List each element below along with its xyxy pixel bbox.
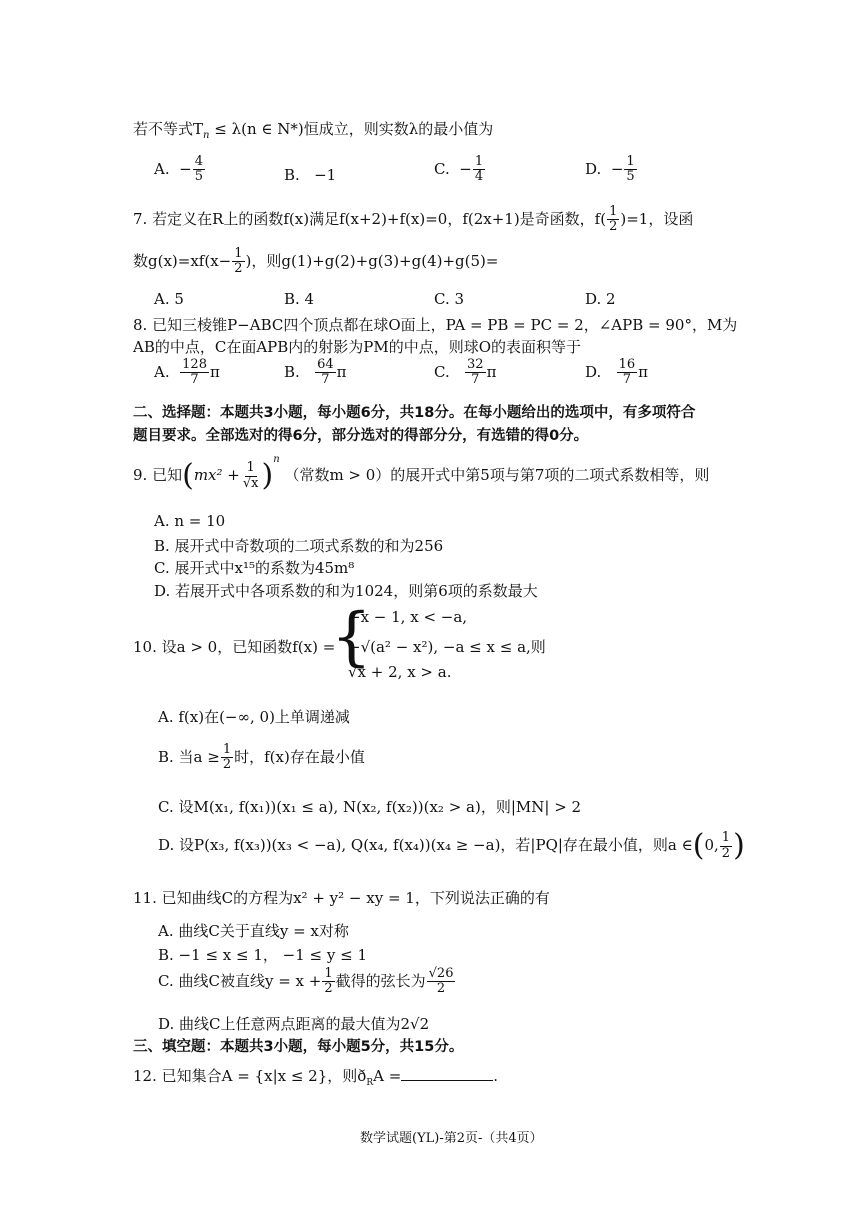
q8-option-d: D. $\frac{16}{7}$ π: [585, 357, 648, 388]
q7-stem-line1: 7. 若定义在R上的函数f(x)满足f(x+2)+f(x)=0，f(2x+1)是奇函数，f( $\frac{1}{2}$ )=1，设函: [133, 204, 694, 235]
q7-option-c: C. 3: [434, 290, 465, 308]
q7-option-d: D. 2: [585, 290, 616, 308]
q10-stem: 10. 设a > 0，已知函数f(x) =: [133, 638, 336, 656]
q8-option-c: C. $\frac{32}{7}$ π: [434, 357, 497, 388]
q11-option-c: C. 曲线C被直线y = x + $\frac{1}{2}$ 截得的弦长为 $\frac{√26}{2}$: [158, 966, 454, 997]
q10-option-d: D. 设P(x₃, f(x₃))(x₃ < −a), Q(x₄, f(x₄))(x₄ ≥ −a)，若|PQ|存在最小值，则a ∈(0, $\frac{1}{2}$ ): [158, 828, 745, 863]
q7-stem-line2: 数g(x)=xf(x− $\frac{1}{2}$ )，则g(1)+g(2)+g(3)+g(4)+g(5)=: [133, 246, 499, 277]
q11-option-d: D. 曲线C上任意两点距离的最大值为2√2: [158, 1015, 430, 1033]
q8-option-a: A. $\frac{128}{7}$ π: [154, 357, 220, 388]
q7-option-a: A. 5: [154, 290, 184, 308]
q12-answer-blank[interactable]: [401, 1066, 493, 1081]
q10-piecewise-brace: {: [331, 600, 372, 674]
q9-option-d: D. 若展开式中各项系数的和为1024，则第6项的系数最大: [154, 582, 538, 600]
q9-option-b: B. 展开式中奇数项的二项式系数的和为256: [154, 537, 444, 555]
q11-option-b: B. −1 ≤ x ≤ 1， −1 ≤ y ≤ 1: [158, 946, 367, 964]
q8-stem-line2: AB的中点，C在面APB内的射影为PM的中点，则球O的表面积等于: [133, 338, 582, 356]
q9-stem: 9. 已知(mx² + $\frac{1}{√x}$ )$^n$ （常数m > 0）的展开式中第5项与第7项的二项式系数相等，则: [133, 454, 710, 493]
section2-heading-line2: 题目要求。全部选对的得6分，部分选对的得部分分，有选错的得0分。: [133, 428, 589, 444]
q6-option-b: B. −1: [284, 166, 337, 184]
q10-case-3: √x + 2, x > a.: [348, 663, 452, 681]
q6-option-c: C. − $\frac{1}{4}$: [434, 154, 484, 185]
section3-heading: 三、填空题：本题共3小题，每小题5分，共15分。: [133, 1039, 464, 1055]
q9-option-c: C. 展开式中x¹⁵的系数为45m⁸: [154, 559, 355, 577]
q10-option-c: C. 设M(x₁, f(x₁))(x₁ ≤ a), N(x₂, f(x₂))(x₂ > a)，则|MN| > 2: [158, 798, 582, 816]
q6-stem: 若不等式$T_n \le \lambda(n$ ∈ N*)恒成立，则实数λ的最小值为: [133, 120, 494, 141]
q11-stem: 11. 已知曲线C的方程为x² + y² − xy = 1，下列说法正确的有: [133, 889, 550, 907]
q10-case-2: −√(a² − x²), −a ≤ x ≤ a,则: [348, 638, 546, 656]
page-footer: 数学试题(YL)-第2页-（共4页）: [360, 1131, 543, 1146]
q8-option-b: B. $\frac{64}{7}$ π: [284, 357, 347, 388]
q10-option-b: B. 当a ≥ $\frac{1}{2}$ 时，f(x)存在最小值: [158, 742, 365, 773]
q8-stem-line1: 8. 已知三棱锥P−ABC四个顶点都在球O面上，PA = PB = PC = 2，∠APB = 90°，M为: [133, 316, 738, 334]
q12-stem: 12. 已知集合A = {x|x ≤ 2}，则$ð_RA$ = .: [133, 1067, 499, 1088]
q7-option-b: B. 4: [284, 290, 315, 308]
q10-case-1: −x − 1, x < −a,: [348, 608, 468, 626]
section2-heading-line1: 二、选择题：本题共3小题，每小题6分，共18分。在每小题给出的选项中，有多项符合: [133, 405, 696, 421]
q6-option-a: A. − $\frac{4}{5}$: [154, 154, 204, 185]
q11-option-a: A. 曲线C关于直线y = x对称: [158, 922, 349, 940]
q6-option-d: D. − $\frac{1}{5}$: [585, 154, 635, 185]
q9-option-a: A. n = 10: [154, 512, 226, 530]
q10-option-a: A. f(x)在(−∞, 0)上单调递减: [158, 708, 350, 726]
